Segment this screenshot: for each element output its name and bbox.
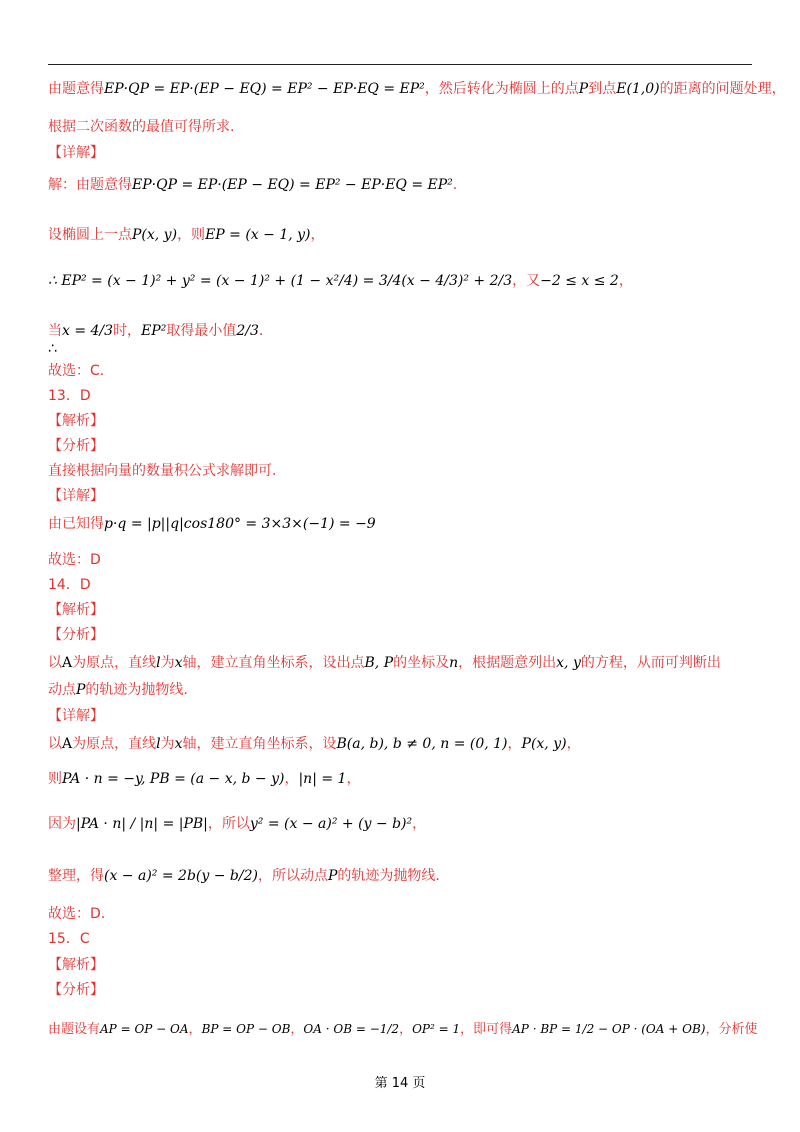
line-5: 设椭圆上一点P(x, y)，则EP = (x − 1, y)， bbox=[48, 227, 325, 243]
heading-analysis-13: 【解析】 bbox=[48, 413, 104, 429]
line-12: 直接根据向量的数量积公式求解即可. bbox=[48, 463, 277, 479]
heading-detail-1: 【详解】 bbox=[48, 145, 104, 161]
line-2: 根据二次函数的最值可得所求. bbox=[48, 119, 235, 135]
line-7: 当x = 4/3时，EP²取得最小值2/3. bbox=[48, 323, 264, 339]
heading-fenxi-15: 【分析】 bbox=[48, 982, 104, 998]
heading-detail-14: 【详解】 bbox=[48, 708, 104, 724]
heading-detail-13: 【详解】 bbox=[48, 488, 104, 504]
heading-fenxi-13: 【分析】 bbox=[48, 438, 104, 454]
line-22: 以A为原点，直线l为x轴，建立直角坐标系，设B(a, b), b ≠ 0, n = (0, 1)，P(x, y)， bbox=[48, 736, 581, 752]
line-20: 动点P的轨迹为抛物线. bbox=[48, 682, 188, 698]
line-1: 由题意得EP·QP = EP·(EP − EQ) = EP² − EP·EQ = EP²，然后转化为椭圆上的点P到点E(1,0)的距离的问题处理， bbox=[48, 81, 786, 97]
line-14: 由已知得p·q = |p||q|cos180° = 3×3×(−1) = −9 bbox=[48, 516, 376, 532]
line-4: 解：由题意得EP·QP = EP·(EP − EQ) = EP² − EP·EQ = EP². bbox=[48, 177, 458, 193]
therefore-symbol: ∴ bbox=[48, 341, 57, 357]
line-25: 整理，得(x − a)² = 2b(y − b/2)，所以动点P的轨迹为抛物线. bbox=[48, 868, 440, 884]
line-24: 因为|PA · n| / |n| = |PB|，所以y² = (x − a)² + (y − b)²， bbox=[48, 816, 427, 832]
question-14: 14．D bbox=[48, 577, 91, 593]
answer-13: 故选：D bbox=[48, 552, 101, 568]
answer-14: 故选：D. bbox=[48, 906, 106, 922]
heading-analysis-15: 【解析】 bbox=[48, 957, 104, 973]
line-30: 由题设有AP = OP − OA，BP = OP − OB，OA · OB = −1/2，OP² = 1，即可得AP · BP = 1/2 − OP · (OA + OB)，分析使 bbox=[48, 1022, 758, 1037]
line-19: 以A为原点，直线l为x轴，建立直角坐标系，设出点B, P的坐标及n，根据题意列出x, y的方程，从而可判断出 bbox=[48, 655, 721, 671]
heading-fenxi-14: 【分析】 bbox=[48, 627, 104, 643]
answer-12: 故选：C. bbox=[48, 363, 105, 379]
question-13: 13．D bbox=[48, 388, 91, 404]
header-rule bbox=[48, 64, 752, 65]
line-6: ∴ EP² = (x − 1)² + y² = (x − 1)² + (1 − x²/4) = 3/4(x − 4/3)² + 2/3，又−2 ≤ x ≤ 2， bbox=[48, 273, 633, 289]
heading-analysis-14: 【解析】 bbox=[48, 602, 104, 618]
line-23: 则PA · n = −y, PB = (a − x, b − y)，|n| = 1， bbox=[48, 771, 361, 787]
page-footer: 第 14 页 bbox=[374, 1076, 426, 1091]
question-15: 15．C bbox=[48, 931, 90, 947]
